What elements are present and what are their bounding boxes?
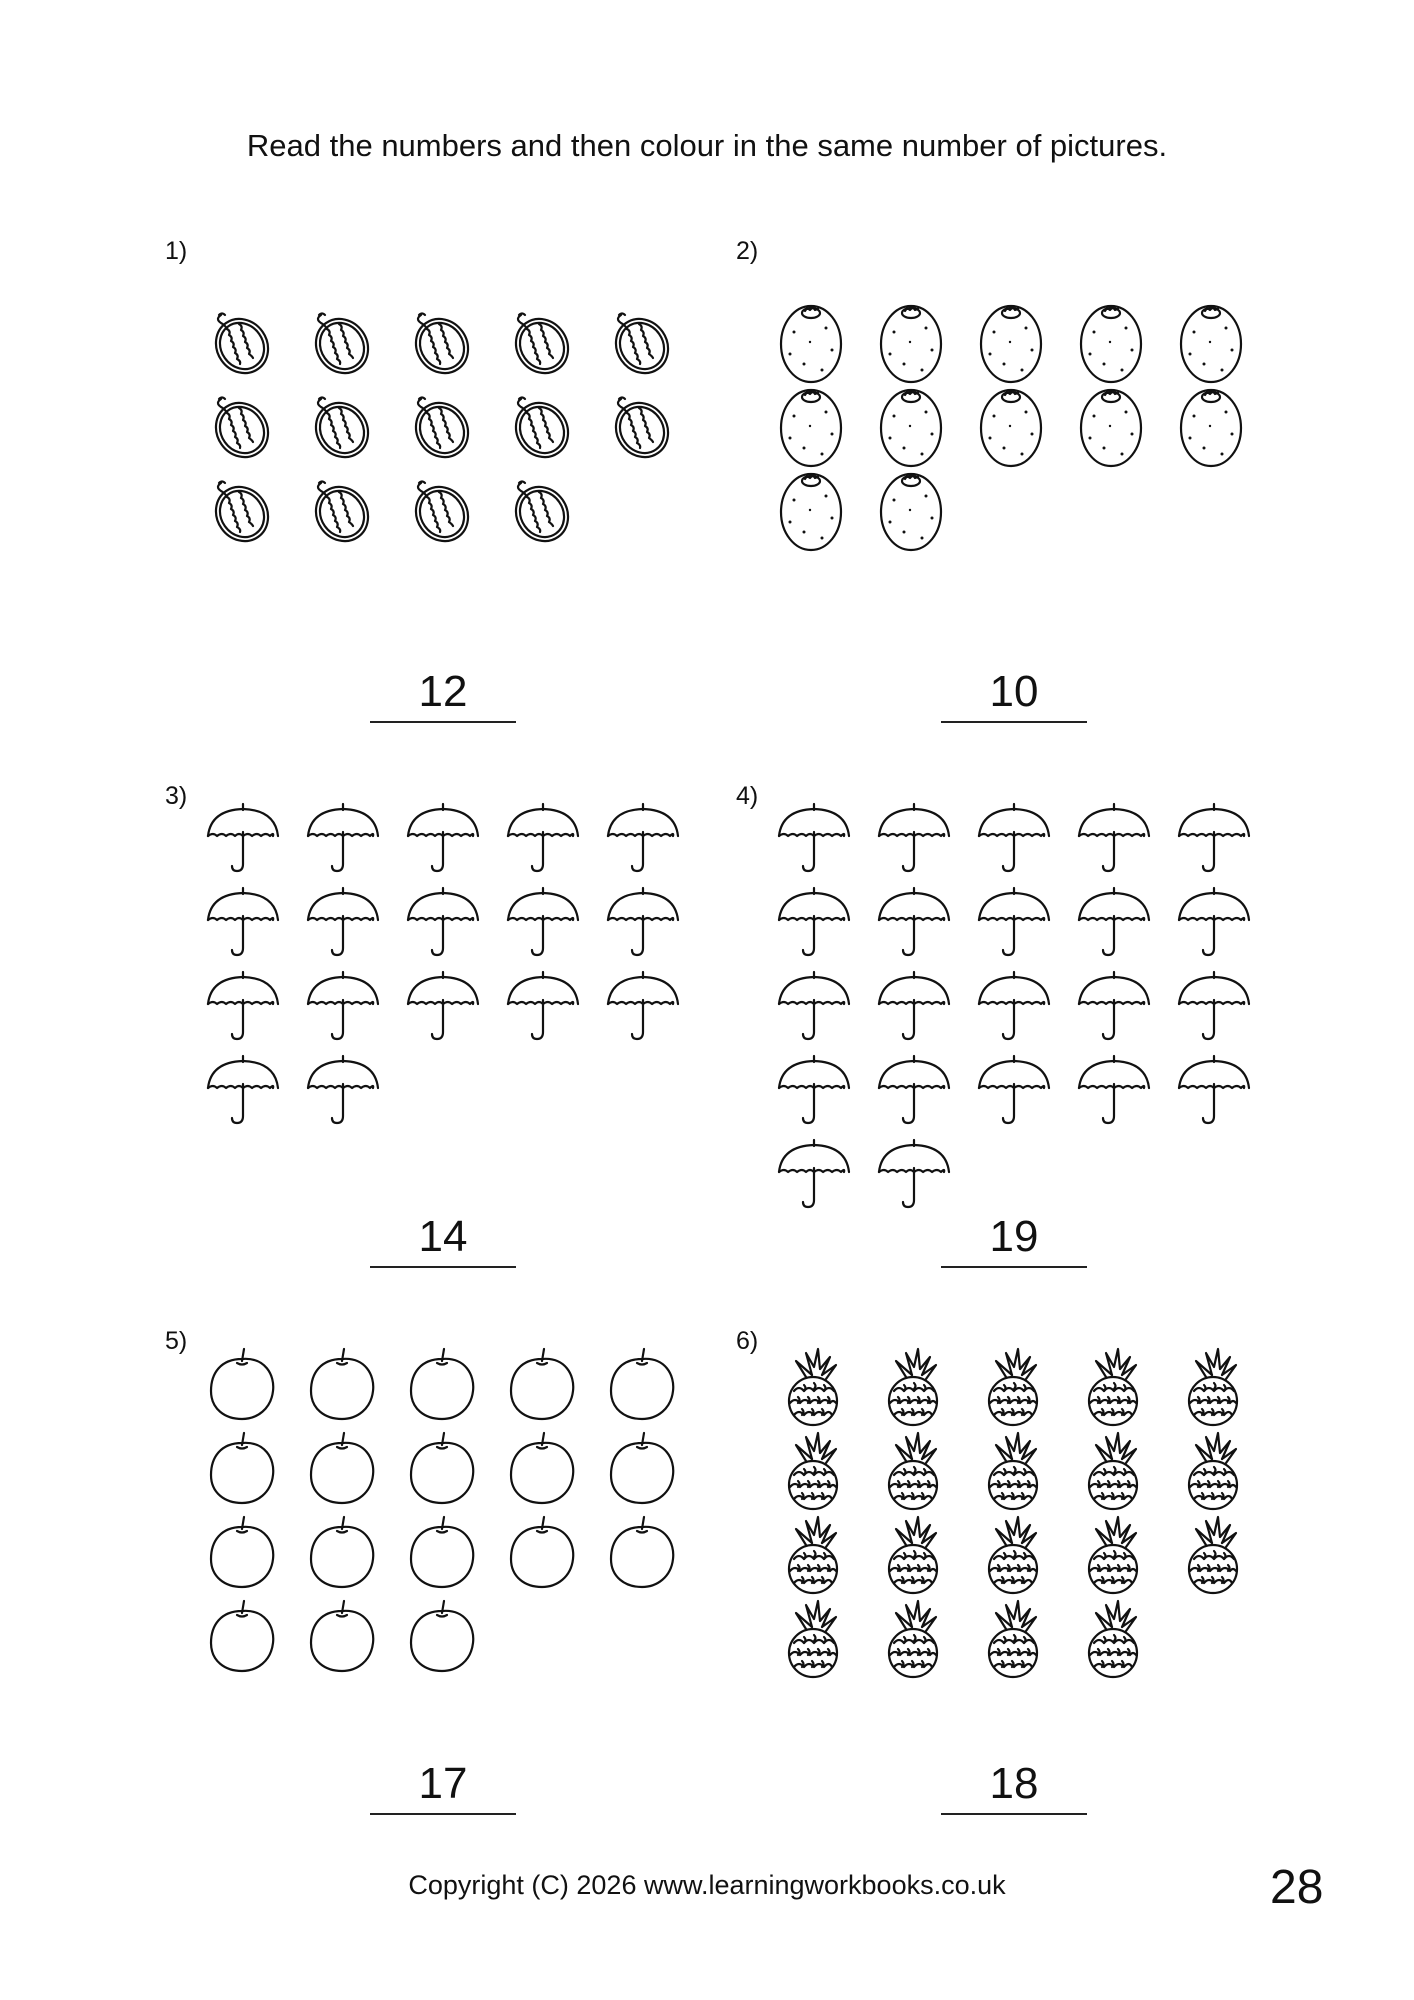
orange-icon[interactable] bbox=[207, 1515, 277, 1596]
umbrella-icon[interactable] bbox=[405, 886, 481, 963]
kiwi-icon[interactable] bbox=[1176, 386, 1246, 471]
umbrella-icon[interactable] bbox=[876, 886, 952, 963]
umbrella-icon[interactable] bbox=[776, 1138, 852, 1215]
problem-label: 4) bbox=[736, 782, 759, 810]
orange-icon[interactable] bbox=[607, 1347, 677, 1428]
pineapple-icon[interactable] bbox=[1182, 1431, 1242, 1516]
watermelon-icon[interactable] bbox=[505, 307, 575, 382]
orange-icon[interactable] bbox=[307, 1347, 377, 1428]
orange-icon[interactable] bbox=[607, 1515, 677, 1596]
umbrella-icon[interactable] bbox=[205, 1054, 281, 1131]
orange-icon[interactable] bbox=[407, 1347, 477, 1428]
umbrella-icon[interactable] bbox=[205, 970, 281, 1047]
answer-number: 17 bbox=[370, 1759, 516, 1815]
umbrella-icon[interactable] bbox=[305, 802, 381, 879]
pineapple-icon[interactable] bbox=[982, 1431, 1042, 1516]
pineapple-icon[interactable] bbox=[982, 1347, 1042, 1432]
umbrella-icon[interactable] bbox=[776, 1054, 852, 1131]
orange-icon[interactable] bbox=[507, 1515, 577, 1596]
umbrella-icon[interactable] bbox=[305, 970, 381, 1047]
orange-icon[interactable] bbox=[607, 1431, 677, 1512]
answer-number: 12 bbox=[370, 667, 516, 723]
umbrella-icon[interactable] bbox=[505, 970, 581, 1047]
umbrella-icon[interactable] bbox=[305, 1054, 381, 1131]
pineapple-icon[interactable] bbox=[1182, 1347, 1242, 1432]
umbrella-icon[interactable] bbox=[1176, 970, 1252, 1047]
pineapple-icon[interactable] bbox=[882, 1431, 942, 1516]
pineapple-icon[interactable] bbox=[982, 1515, 1042, 1600]
watermelon-icon[interactable] bbox=[205, 307, 275, 382]
umbrella-icon[interactable] bbox=[505, 886, 581, 963]
watermelon-icon[interactable] bbox=[305, 391, 375, 466]
orange-icon[interactable] bbox=[307, 1599, 377, 1680]
umbrella-icon[interactable] bbox=[305, 886, 381, 963]
pineapple-icon[interactable] bbox=[1082, 1347, 1142, 1432]
watermelon-icon[interactable] bbox=[405, 307, 475, 382]
answer-number: 10 bbox=[941, 667, 1087, 723]
kiwi-icon[interactable] bbox=[876, 302, 946, 387]
problem-label: 6) bbox=[736, 1327, 759, 1355]
umbrella-icon[interactable] bbox=[405, 802, 481, 879]
umbrella-icon[interactable] bbox=[876, 970, 952, 1047]
orange-icon[interactable] bbox=[207, 1431, 277, 1512]
kiwi-icon[interactable] bbox=[876, 386, 946, 471]
umbrella-icon[interactable] bbox=[205, 802, 281, 879]
problem-label: 2) bbox=[736, 237, 759, 265]
umbrella-icon[interactable] bbox=[605, 802, 681, 879]
umbrella-icon[interactable] bbox=[1076, 886, 1152, 963]
kiwi-icon[interactable] bbox=[976, 386, 1046, 471]
umbrella-icon[interactable] bbox=[976, 802, 1052, 879]
kiwi-icon[interactable] bbox=[776, 302, 846, 387]
umbrella-icon[interactable] bbox=[405, 970, 481, 1047]
umbrella-icon[interactable] bbox=[776, 886, 852, 963]
watermelon-icon[interactable] bbox=[205, 391, 275, 466]
answer-number: 14 bbox=[370, 1212, 516, 1268]
watermelon-icon[interactable] bbox=[405, 391, 475, 466]
umbrella-icon[interactable] bbox=[205, 886, 281, 963]
pineapple-icon[interactable] bbox=[882, 1515, 942, 1600]
watermelon-icon[interactable] bbox=[605, 391, 675, 466]
problem-label: 5) bbox=[165, 1327, 188, 1355]
umbrella-icon[interactable] bbox=[976, 886, 1052, 963]
pineapple-icon[interactable] bbox=[1082, 1431, 1142, 1516]
page-number: 28 bbox=[1270, 1861, 1324, 1914]
kiwi-icon[interactable] bbox=[876, 470, 946, 555]
watermelon-icon[interactable] bbox=[405, 475, 475, 550]
pineapple-icon[interactable] bbox=[782, 1515, 842, 1600]
umbrella-icon[interactable] bbox=[1076, 970, 1152, 1047]
umbrella-icon[interactable] bbox=[605, 970, 681, 1047]
problem-label: 1) bbox=[165, 237, 188, 265]
umbrella-icon[interactable] bbox=[605, 886, 681, 963]
pineapple-icon[interactable] bbox=[782, 1431, 842, 1516]
problem-label: 3) bbox=[165, 782, 188, 810]
umbrella-icon[interactable] bbox=[876, 1054, 952, 1131]
orange-icon[interactable] bbox=[507, 1431, 577, 1512]
orange-icon[interactable] bbox=[507, 1347, 577, 1428]
pineapple-icon[interactable] bbox=[782, 1599, 842, 1684]
kiwi-icon[interactable] bbox=[1076, 302, 1146, 387]
answer-number: 18 bbox=[941, 1759, 1087, 1815]
orange-icon[interactable] bbox=[307, 1431, 377, 1512]
kiwi-icon[interactable] bbox=[976, 302, 1046, 387]
umbrella-icon[interactable] bbox=[505, 802, 581, 879]
answer-number: 19 bbox=[941, 1212, 1087, 1268]
orange-icon[interactable] bbox=[407, 1431, 477, 1512]
umbrella-icon[interactable] bbox=[1076, 1054, 1152, 1131]
watermelon-icon[interactable] bbox=[305, 475, 375, 550]
umbrella-icon[interactable] bbox=[1176, 802, 1252, 879]
watermelon-icon[interactable] bbox=[205, 475, 275, 550]
orange-icon[interactable] bbox=[407, 1599, 477, 1680]
umbrella-icon[interactable] bbox=[776, 802, 852, 879]
orange-icon[interactable] bbox=[407, 1515, 477, 1596]
umbrella-icon[interactable] bbox=[876, 802, 952, 879]
umbrella-icon[interactable] bbox=[976, 970, 1052, 1047]
pineapple-icon[interactable] bbox=[782, 1347, 842, 1432]
umbrella-icon[interactable] bbox=[976, 1054, 1052, 1131]
pineapple-icon[interactable] bbox=[982, 1599, 1042, 1684]
pineapple-icon[interactable] bbox=[1082, 1515, 1142, 1600]
instruction-text: Read the numbers and then colour in the same number of pictures. bbox=[246, 128, 1168, 163]
watermelon-icon[interactable] bbox=[305, 307, 375, 382]
umbrella-icon[interactable] bbox=[1176, 1054, 1252, 1131]
kiwi-icon[interactable] bbox=[776, 386, 846, 471]
pineapple-icon[interactable] bbox=[1082, 1599, 1142, 1684]
watermelon-icon[interactable] bbox=[605, 307, 675, 382]
orange-icon[interactable] bbox=[207, 1347, 277, 1428]
copyright-footer: Copyright (C) 2026 www.learningworkbooks.co.uk bbox=[408, 1870, 1006, 1900]
pineapple-icon[interactable] bbox=[1182, 1515, 1242, 1600]
umbrella-icon[interactable] bbox=[776, 970, 852, 1047]
kiwi-icon[interactable] bbox=[1176, 302, 1246, 387]
umbrella-icon[interactable] bbox=[1176, 886, 1252, 963]
kiwi-icon[interactable] bbox=[776, 470, 846, 555]
umbrella-icon[interactable] bbox=[876, 1138, 952, 1215]
orange-icon[interactable] bbox=[307, 1515, 377, 1596]
orange-icon[interactable] bbox=[207, 1599, 277, 1680]
kiwi-icon[interactable] bbox=[1076, 386, 1146, 471]
umbrella-icon[interactable] bbox=[1076, 802, 1152, 879]
pineapple-icon[interactable] bbox=[882, 1599, 942, 1684]
pineapple-icon[interactable] bbox=[882, 1347, 942, 1432]
watermelon-icon[interactable] bbox=[505, 391, 575, 466]
watermelon-icon[interactable] bbox=[505, 475, 575, 550]
